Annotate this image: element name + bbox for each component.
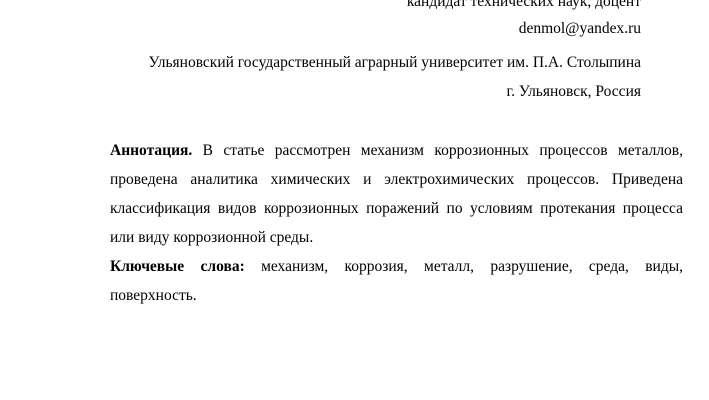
- author-city: г. Ульяновск, Россия: [506, 83, 641, 100]
- author-email: denmol@yandex.ru: [518, 20, 641, 37]
- abstract-paragraph: [68, 136, 683, 252]
- author-degree: кандидат технических наук, доцент: [406, 0, 641, 10]
- author-affiliation: Ульяновский государственный аграрный университет им. П.А. Столыпина: [148, 54, 641, 71]
- abstract-label: Аннотация.: [110, 142, 193, 159]
- keywords-paragraph: [68, 252, 683, 310]
- keywords-text: механизм, коррозия, металл, разрушение, среда, виды, поверхность.: [110, 258, 683, 304]
- keywords-label: Ключевые слова:: [110, 258, 245, 275]
- abstract-text: В статье рассмотрен механизм коррозионных процессов металлов, проведена аналитика химических и электрохимических процессов. Приведена классификация видов коррозионных поражений по условиям протекания процесса или виду коррозионной среды.: [110, 142, 683, 246]
